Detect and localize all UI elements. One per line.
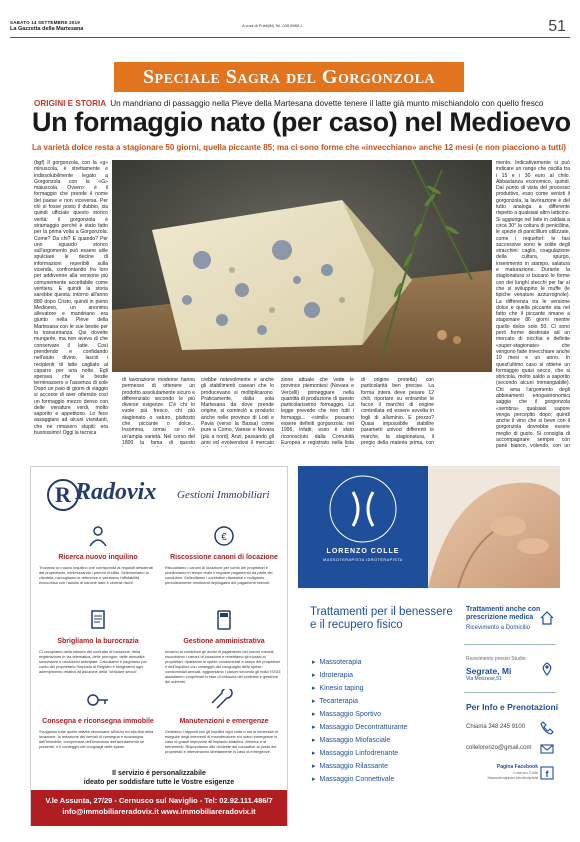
service-burocrazia [39,609,157,674]
studio-city: Segrate, Mi [466,666,512,676]
article-column-3: crebbe notevolmente e anche gli stabilimenti caseari che lo producevano si moltiplicarono. Praticamente, dalla sola Martesana da dove prende origine, si cominciò a produrlo anche nelle province di Lodi e Pavia (verso la Bassa) come pure a Como, Varese e Novara (più a nord). Anzi, passando gli anni ed evolvendosi il mercato [201,377,274,446]
info-block [466,702,560,712]
radovix-address: V.le Assunta, 27/29 - Cernusco sul Naviglio - Tel: 02.92.111.486/7 [45,796,273,805]
euro-icon [211,525,237,547]
service-text: Troviamo un nuovo inquilino che corrisponda ai requisiti desiderati dal proprietario, minimizzando i periodi di sfitto. Selezioniamo la clientela, raccogliamo le referenze e valutiamo l'affidabilità economica con l'ausilio di banche date e centrali rischi. [39,565,153,585]
service-riscossione [165,525,283,585]
facebook-sub: Massoterapista Idroterapista [487,775,538,780]
facebook-name: Lorenzo Colle [513,770,538,775]
radovix-tagline [31,769,287,787]
radovix-ad[interactable] [30,466,288,826]
colle-title: Trattamenti per il benessere e il recupero fisico [310,606,453,631]
calculator-icon [211,609,237,631]
service-ricerca [39,525,157,585]
list-item: ▸ Massaggio Rilassante [312,760,407,773]
svg-text:€: € [221,532,227,543]
article-headline: Un formaggio nato (per caso) nel Medioevo [32,107,571,137]
service-title: Sbrigliamo la burocrazia [57,638,139,645]
list-item: ▸ Idroterapia [312,669,407,682]
colle-ad[interactable] [298,466,560,826]
radovix-brand-sub: Gestioni Immobiliari [177,489,270,501]
studio-label: Ricevimento presso Studio [466,656,526,662]
wrench-icon [211,689,237,711]
list-item: ▸ Massoterapia [312,656,407,669]
service-title: Riscossione canoni di locazione [170,554,278,561]
kicker-tag: ORIGINI E STORIA [34,99,107,108]
article-column-6: mento. Indicativamente si può indicare un range che oscilla tra i 15 e i 30 euro al chilo. Abbastanza economico, quindi. Dal punto di vista del processo produttivo, esso come venisti il gorgonzola, la lavorazione è del tutto analoga a differente rispetto a qualsiasi altro latticino. Si aggiunge nel latte in caldaia a circa 30° la coltura di penicillina, le spezie di panicillium utilizzate, come i requefort: le fasi successive sono le solite degli stracchini: caglio, coagulazione della cultura, spurgo, inserimento in stampo, salatura e maturazione. Durante la stagionatura si bucano le forme con dei lunghi stecchi per far sì che si sviluppino le muffe (le tipiche venature azzurrognole). La differenza tra le versione dolce e quella piccante sta nel fatto che il piccante rimane a stagionare 86 giorni mentre quello dolce solo 50. Ci sono però forme destinate ad un mercato di nicchia e definite «super-stagionate» che vengono fatte invecchiare anche 10 mesi e un anno. In quest'ultimo caso si ottiene un formaggio quasi secco, che si sbriciola, molto saldo a saporito (secondo alcuni immangiabile). Chi ama l'argomento degli abbinamenti enogastronomici saggia che il gorgonzola «sembra» qualsiasi sapore venga percepito dopo; quindi anche il vino che si beve con il gorgonzola dovrebbe essere meglio di gusto. Si consiglia di accompagnare sempre con pane bianco, volendo, con un [496,160,570,450]
list-item: ▸ Tecarterapia [312,695,407,708]
service-title: Gestione amministrativa [183,638,265,645]
phone-icon [540,721,554,735]
list-item: ▸ Massaggio Decontratturante [312,721,407,734]
list-item: ▸ Massaggio Miofasciale [312,734,407,747]
section-banner [114,62,464,92]
colle-subtitle: MASSOTERAPISTA IDROTERAPISTA [323,558,403,562]
service-text: Gestiamo i rapporti con gli inquilini ogni volta vi sia la necessità di eseguire degli interventi di manutenzione e/o siano emergenze in caso di guasti improvvisi all'impianto idraulico, elettrico e ai serramenti. Rispondiamo alle richieste dei conduttori al posto dei proprietari e interveniamo direttamente in caso di emergenze. [165,729,278,754]
key-icon [85,689,111,711]
divider [464,644,556,645]
radovix-r-icon: R [47,479,79,511]
email-address[interactable]: collelorenzo@gmail.com [466,745,532,751]
studio-street: Via Monzese,51 [466,676,502,682]
gorgonzola-photo [112,160,492,372]
article-column-5: di origine protetta) con particolarità ben precise. La forma intera deve pesare 12 chili, riportare su entrambe le facce il marchio di origine controllata ed essere avvolta in fogli di alluminio. E prezzo? Quasi impossibile stabilire parametri univoci differenti le marche, la stagionatura, il pregio della materia prima, con [361,377,434,446]
section-banner-title: Speciale Sagra del Gorgonzola [142,65,436,88]
map-pin-icon [540,662,554,676]
service-title: Ricerca nuovo inquilino [58,554,138,561]
page-header [10,20,570,38]
service-gestione [165,609,283,684]
service-manutenzioni [165,689,283,754]
article-column-4: zione attuale che vede le province piemontesi (Novara e Vercelli) primeggiare nella quantità di produzione di questo particolarissimo formaggio. La legge prevede che non tutti i formaggi... «simili» possano essere definiti gorgonzola: nel 1996, infatti, esso è stato riconosciuto dalla Comunità Europea e registrato nella lista [281,377,354,446]
radovix-contact [31,790,287,826]
service-text: Svolgiamo tutte quelle attività necessarie all'inizio ed alla fine della locazione, la redazione dei verbali di consegna e riconsegna dell'immobile, comprensivi dell'inventario dell'arredamento se presente, e il conteggio dei conguagli delle spese. [39,729,154,749]
list-item: ▸ Massaggio Linfodrenante [312,747,407,760]
service-text: Inviamo ai conduttori gli avvisi di pagamento dei canoni mensili, riscuotiamo i canoni di locazione e rimettiamo gli incassi ai proprietari; ripartiamo le spese condominiali a carico dei proprietari e dell'inquilino con conteggio del conguaglio delle spese condominiali annuali, aggiorniamo i canoni secondo gli indici ISTAT; assistiamo i proprietari in fase di chiusura del contratto e gestione dei subentri. [165,649,282,684]
email-icon [540,742,554,756]
list-item: ▸ Kinesio taping [312,682,407,695]
colle-logo-circle [326,472,400,546]
page-number: 51 [548,18,566,35]
facebook-icon[interactable] [540,766,554,780]
agency-credit: A cura di Publi(iN) Tel. 039.9989.1 [242,23,303,28]
newspaper-name: La Gazzetta della Martesana [10,26,84,32]
svg-text:f: f [545,769,549,779]
person-icon [85,525,111,547]
facebook-label: Pagina Facebook [496,764,538,770]
list-item: ▸ Massaggio Connettivale [312,773,407,786]
tagline-line-1: Il servizio è personalizzabile [112,770,206,777]
service-consegna [39,689,157,749]
article-subtitle: La varietà dolce resta a stagionare 50 giorni, quella piccante 85; ma ci sono forme che «invecchiano» anche 12 mesi (e non piacciono a tutti) [32,143,566,152]
radovix-brand: Radovix [75,479,157,505]
article-column-1: (bgf) Il gorgonzola, con la «g» minuscola, è strettamente e indissolubilmente legato a Gorgonzola con la «G» maiuscola. Ovvero: è il formaggio che prende il nome del paese e non viceversa. Per chi si fosse posto il dubbio, sia quindi ufficiale questo storico verità: il gorgonzola è stramaggio perché è stato fatto per la prima volta a Gorgonzola. Come? Da chi? E quando? Per uno sguardo storico sull'argomento può essere utile spulciare le decine di informazioni reperibili sulla vicenda, confrontando fra loro per addivenire alla versione più comunemente accettabile come veritiera. E quindi la storia sarebbe questa: intorno all'anno 880 dopo Cristo, quindi in pieno Medioevo, un anonimo allevatore e mandriano era giunto nella Pieve della Martesana con le sue bestie per la transumanza. Qui dovette mungerle, ma non aveva di che conservare il latte. Così prendendo e confidando nell'aiuto divino, lasciò i recipienti di latte cagliato al caparro per una notte. Egli sperava che le bestie terminassero e l'assenza di sole [34,160,108,386]
issue-date: SABATO 14 SETTEMBRE 2019 [10,20,80,25]
divider [464,692,556,693]
home-visit-sub: Ricevimento a Domicilio [466,625,531,631]
treatments-list [312,656,407,786]
info-title: Per Info e Prenotazioni [466,702,559,712]
kicker-text: Un mandriano di passaggio nella Pieve della Martesana dovette tenere il latte già munto mischiandolo con quello fresco [110,99,544,108]
article-column-1b: Dopo un paio di giorni di viaggio si accorse di aver ottenuto così un formaggio mezzo denso con delle venature verdi, molto saporito e appetitoso. Lo fece assaggiare ad alcuni viandanti, che ne rimasero stupiti: era buonissimo! Oggi la tecnica [34,386,108,437]
radovix-web[interactable]: info@immobiliareradovix.it www.immobiliareradovix.it [62,807,256,816]
document-icon [85,609,111,631]
service-text: Ci occupiamo della stesura del contratto di locazione, della registrazione in via telematica, delle proroghe, delle annualità successive e risoluzioni anticipate. Calcoliamo e paghiamo per conto del proprietario l'imposta di Registro e sbrighiamo ogni adempimento relativo all'adozione della "cedolare secca". [39,649,147,674]
phone-number[interactable]: Chiama 348 245 9100 [466,724,526,730]
home-visit-title: Trattamenti anche con prescrizione medica [466,606,541,621]
tagline-line-2: ideato per soddisfare tutte le Vostre esigenze [83,779,235,786]
colle-name: LORENZO COLLE [326,548,400,555]
article-column-2: di lavorazione moderne hanno permesso di ottenere un prodotto assolutamente sicuro e differenziato secondo le più diverse esigenze. C'è chi lo vuole più fresco, chi più stagionato o saturo, piuttosto che piccante o dolce... Insomma, ormai ce n'è un'ampia varietà. Nel corso del 1800 la fama di questo [122,377,195,446]
home-icon [540,611,554,625]
service-text: Riscuotiamo i canoni di locazione per conto dei proprietari e monitoriamo in tempo reale il regolare pagamento da parte dei conduttori. Sollecitiamo i conduttori ritardatari e redigiamo periodicamente rendiconti riepilogativi dei pagamenti ricevuti. [165,565,273,585]
list-item: ▸ Massaggio Sportivo [312,708,407,721]
service-title: Consegna e riconsegna immobile [42,718,154,725]
radovix-logo [47,477,277,513]
service-title: Manutenzioni e emergenze [179,718,269,725]
